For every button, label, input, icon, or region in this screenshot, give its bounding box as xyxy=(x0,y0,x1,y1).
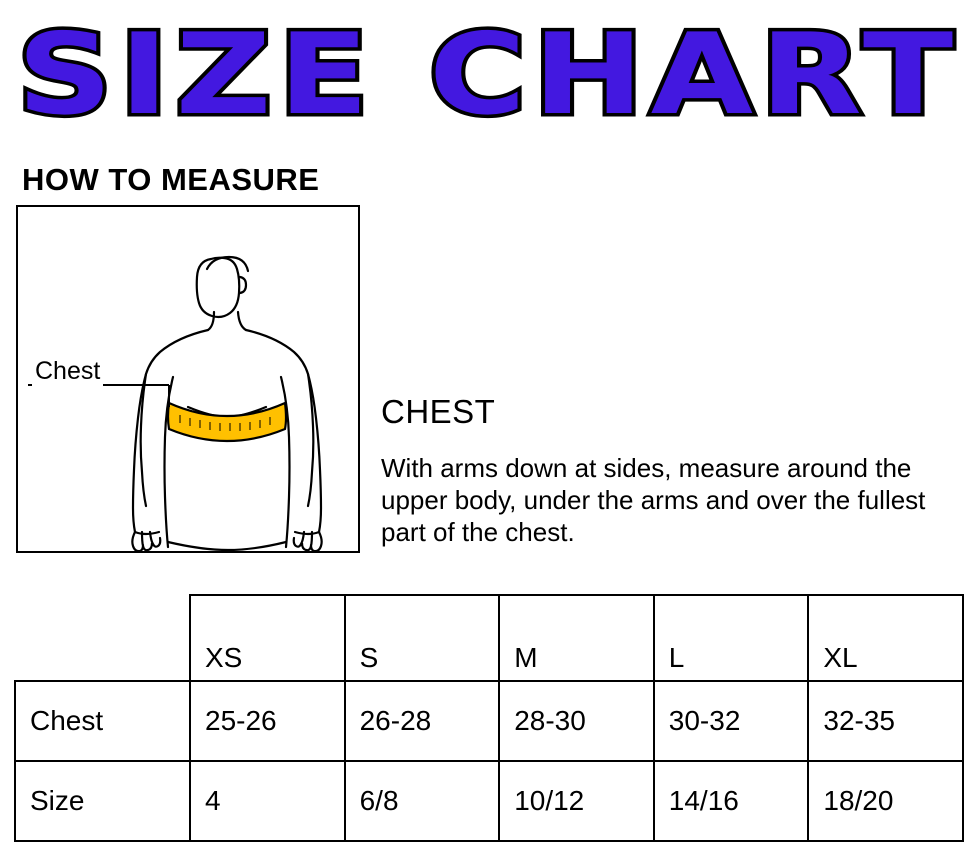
cell-size-s: 6/8 xyxy=(345,761,500,841)
cell-chest-xl: 32-35 xyxy=(808,681,963,761)
table-header-xs: XS xyxy=(190,595,345,681)
chest-diagram-label: Chest xyxy=(32,357,103,386)
cell-chest-s: 26-28 xyxy=(345,681,500,761)
cell-size-xl: 18/20 xyxy=(808,761,963,841)
row-label-size: Size xyxy=(15,761,190,841)
table-corner-cell xyxy=(15,595,190,681)
table-header-s: S xyxy=(345,595,500,681)
table-header-xl: XL xyxy=(808,595,963,681)
tape-measure-icon xyxy=(168,403,286,441)
table-header-l: L xyxy=(654,595,809,681)
description-body: With arms down at sides, measure around the upper body, under the arms and over the fullest part of the chest. xyxy=(381,453,926,547)
description-title: CHEST xyxy=(381,393,496,430)
row-label-chest: Chest xyxy=(15,681,190,761)
how-to-measure-heading: HOW TO MEASURE xyxy=(22,162,320,197)
cell-size-xs: 4 xyxy=(190,761,345,841)
cell-chest-m: 28-30 xyxy=(499,681,654,761)
table-row xyxy=(15,681,963,761)
table-header-row xyxy=(15,595,963,681)
page-title-banner xyxy=(0,0,978,150)
cell-size-m: 10/12 xyxy=(499,761,654,841)
cell-chest-xs: 25-26 xyxy=(190,681,345,761)
cell-chest-l: 30-32 xyxy=(654,681,809,761)
table-header-m: M xyxy=(499,595,654,681)
size-table xyxy=(14,594,964,842)
cell-size-l: 14/16 xyxy=(654,761,809,841)
table-row xyxy=(15,761,963,841)
page-title: SIZE CHART xyxy=(17,10,961,140)
